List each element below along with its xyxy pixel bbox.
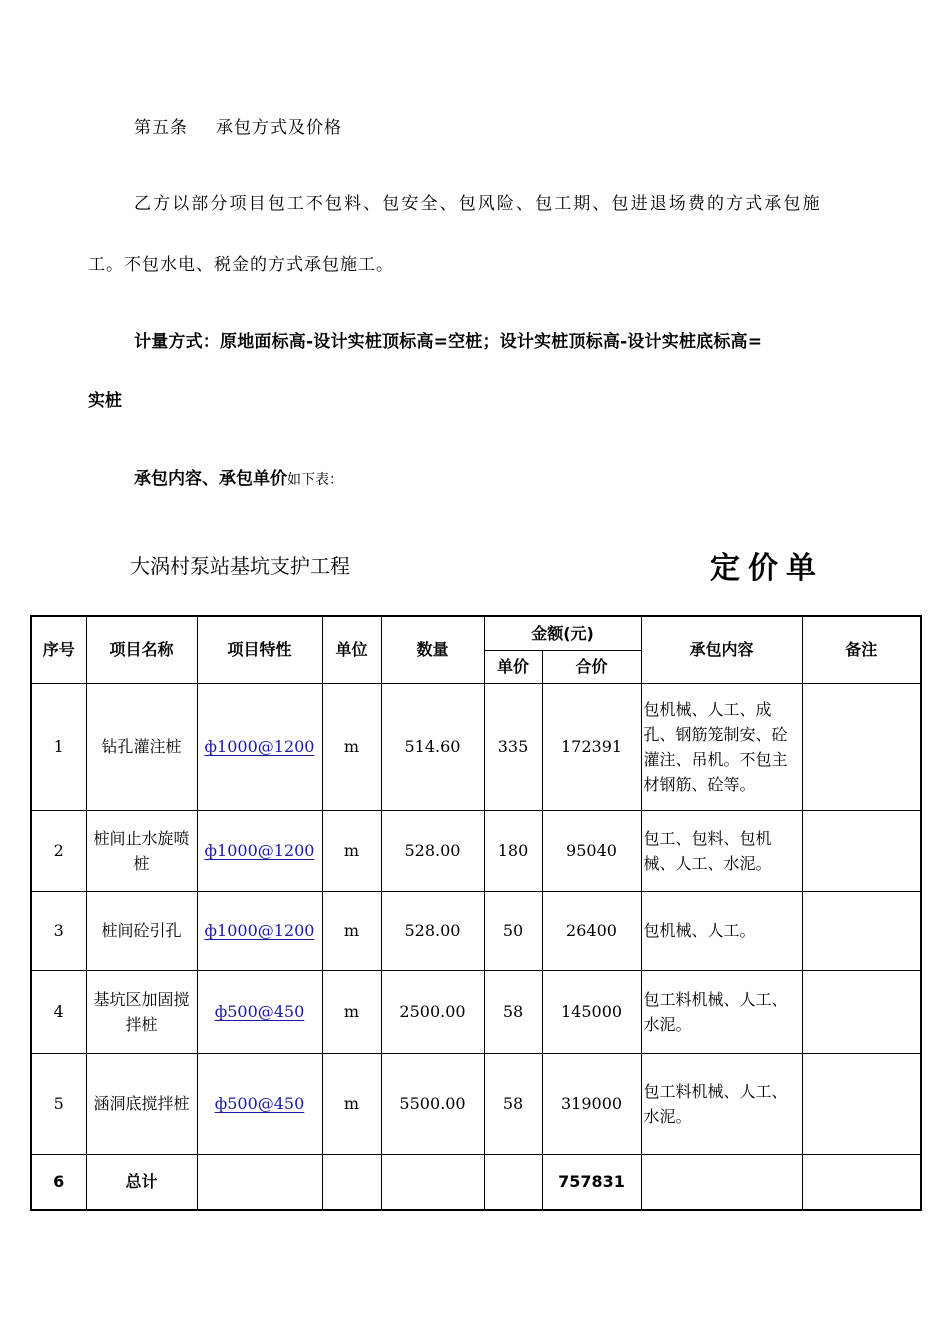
- row-qty: 514.60: [381, 683, 484, 810]
- row-remark: [802, 1053, 921, 1154]
- project-title: 大涡村泵站基坑支护工程: [130, 554, 350, 578]
- row-total: 172391: [542, 683, 641, 810]
- row-spec-link[interactable]: ф1000@1200: [197, 810, 322, 891]
- row-index: 4: [31, 970, 86, 1053]
- row-total: 26400: [542, 891, 641, 970]
- header-amount: 金额(元): [484, 616, 641, 650]
- total-index: 6: [31, 1154, 86, 1210]
- row-qty: 5500.00: [381, 1053, 484, 1154]
- row-total: 145000: [542, 970, 641, 1053]
- row-name: 基坑区加固搅拌桩: [86, 970, 197, 1053]
- row-unit: m: [322, 683, 381, 810]
- header-unit: 单位: [322, 616, 381, 683]
- row-name: 钻孔灌注桩: [86, 683, 197, 810]
- row-name: 涵洞底搅拌桩: [86, 1053, 197, 1154]
- empty-cell: [322, 1154, 381, 1210]
- row-unit: m: [322, 970, 381, 1053]
- row-unit: m: [322, 810, 381, 891]
- row-remark: [802, 810, 921, 891]
- row-content: 包工、包料、包机械、人工、水泥。: [641, 810, 802, 891]
- row-name: 桩间止水旋喷桩: [86, 810, 197, 891]
- measurement-line-2: 实桩: [88, 391, 122, 411]
- row-index: 5: [31, 1053, 86, 1154]
- empty-cell: [641, 1154, 802, 1210]
- row-spec-link[interactable]: ф1000@1200: [197, 891, 322, 970]
- row-spec-link[interactable]: ф500@450: [197, 970, 322, 1053]
- header-spec: 项目特性: [197, 616, 322, 683]
- row-content: 包机械、人工、成孔、钢筋笼制安、砼灌注、吊机。不包主材钢筋、砼等。: [641, 683, 802, 810]
- empty-cell: [802, 1154, 921, 1210]
- row-unit-price: 50: [484, 891, 542, 970]
- row-content: 包机械、人工。: [641, 891, 802, 970]
- empty-cell: [381, 1154, 484, 1210]
- row-unit: m: [322, 1053, 381, 1154]
- article-number: 第五条: [134, 118, 188, 138]
- article-title: 承包方式及价格: [216, 118, 342, 138]
- contract-mode-line-2: 工。不包水电、税金的方式承包施工。: [88, 255, 394, 275]
- header-index: 序号: [31, 616, 86, 683]
- row-spec-link[interactable]: ф1000@1200: [197, 683, 322, 810]
- row-name: 桩间砼引孔: [86, 891, 197, 970]
- price-sheet-title: 定价单: [710, 551, 824, 586]
- row-spec-link[interactable]: ф500@450: [197, 1053, 322, 1154]
- empty-cell: [484, 1154, 542, 1210]
- row-remark: [802, 970, 921, 1053]
- row-total: 319000: [542, 1053, 641, 1154]
- contract-intro-bold: 承包内容、承包单价: [134, 469, 287, 489]
- table-row: [31, 810, 921, 891]
- table-row: [31, 1053, 921, 1154]
- row-qty: 528.00: [381, 891, 484, 970]
- row-unit-price: 58: [484, 1053, 542, 1154]
- row-qty: 528.00: [381, 810, 484, 891]
- total-amount: 757831: [542, 1154, 641, 1210]
- header-content: 承包内容: [641, 616, 802, 683]
- total-label: 总计: [86, 1154, 197, 1210]
- row-remark: [802, 891, 921, 970]
- header-name: 项目名称: [86, 616, 197, 683]
- row-index: 3: [31, 891, 86, 970]
- total-row: [31, 1154, 921, 1210]
- row-qty: 2500.00: [381, 970, 484, 1053]
- row-content: 包工料机械、人工、水泥。: [641, 1053, 802, 1154]
- article-heading: [134, 113, 342, 138]
- row-unit-price: 335: [484, 683, 542, 810]
- row-unit-price: 180: [484, 810, 542, 891]
- table-row: [31, 891, 921, 970]
- row-unit-price: 58: [484, 970, 542, 1053]
- contract-intro-normal: 如下表：: [287, 472, 343, 488]
- empty-cell: [197, 1154, 322, 1210]
- row-remark: [802, 683, 921, 810]
- row-unit: m: [322, 891, 381, 970]
- price-table: [30, 615, 922, 1211]
- row-index: 2: [31, 810, 86, 891]
- header-remark: 备注: [802, 616, 921, 683]
- header-unit-price: 单价: [484, 650, 542, 683]
- row-total: 95040: [542, 810, 641, 891]
- header-total: 合价: [542, 650, 641, 683]
- row-content: 包工料机械、人工、水泥。: [641, 970, 802, 1053]
- table-row: [31, 970, 921, 1053]
- header-qty: 数量: [381, 616, 484, 683]
- measurement-line-1: 计量方式：原地面标高-设计实桩顶标高=空桩；设计实桩顶标高-设计实桩底标高=: [134, 332, 763, 352]
- table-row: [31, 683, 921, 810]
- row-index: 1: [31, 683, 86, 810]
- contract-mode-line-1: 乙方以部分项目包工不包料、包安全、包风险、包工期、包进退场费的方式承包施: [134, 194, 822, 214]
- contract-intro: [134, 464, 343, 489]
